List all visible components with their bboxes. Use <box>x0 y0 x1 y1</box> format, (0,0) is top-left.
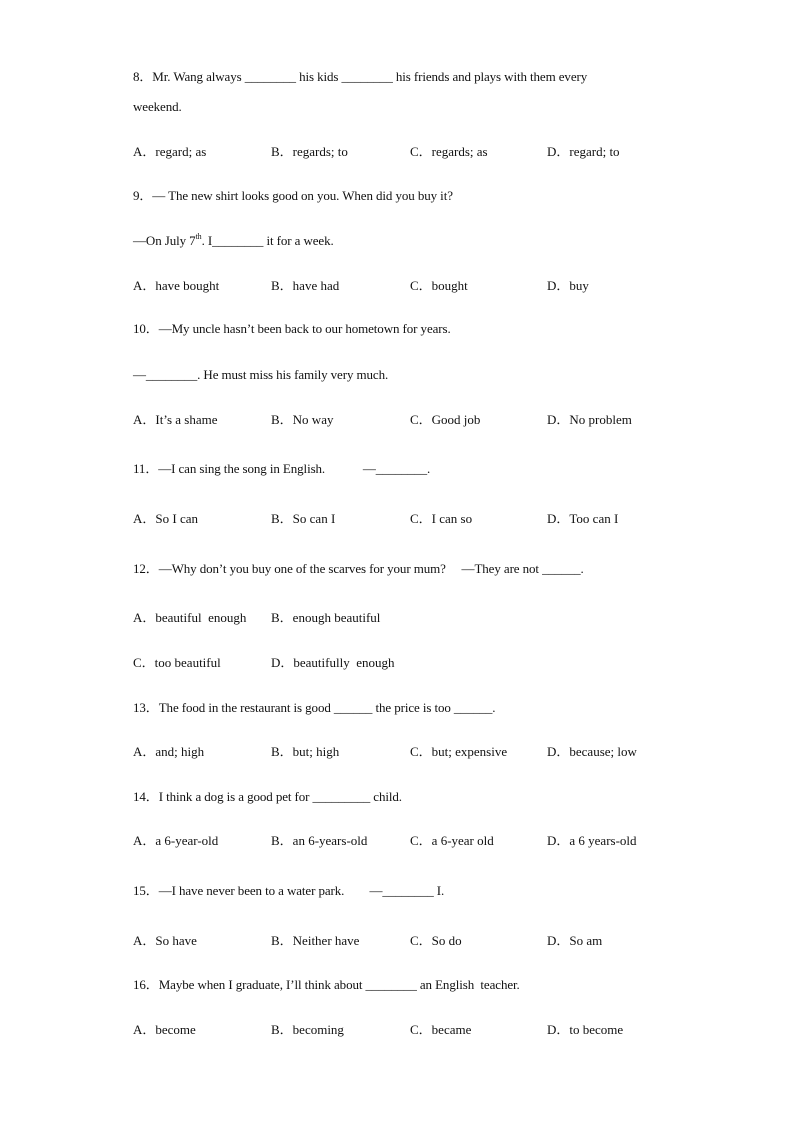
q16-option-c: C．became <box>410 1022 472 1037</box>
q12-option-d: D．beautifully enough <box>271 655 395 670</box>
q8-option-c: C．regards; as <box>410 144 488 159</box>
q13-option-a: A．and; high <box>133 744 205 759</box>
q8-option-a: A．regard; as <box>133 144 207 159</box>
question-11-stem: 11．—I can sing the song in English. —________. <box>133 461 431 476</box>
q11-option-a: A．So I can <box>133 511 198 526</box>
q14-option-c: C．a 6-year old <box>410 833 494 848</box>
q9-option-b: B．have had <box>271 278 340 293</box>
q15-option-b: B．Neither have <box>271 933 360 948</box>
question-10-reply: —________. He must miss his family very much. <box>133 367 389 382</box>
q10-option-a: A．It’s a shame <box>133 412 218 427</box>
q12-option-a: A．beautiful enough <box>133 610 247 625</box>
q11-option-c: C．I can so <box>410 511 473 526</box>
question-12-stem: 12．—Why don’t you buy one of the scarves for your mum? —They are not ______. <box>133 561 584 576</box>
q11-option-b: B．So can I <box>271 511 336 526</box>
q8-option-b: B．regards; to <box>271 144 348 159</box>
question-14-stem: 14．I think a dog is a good pet for _________ child. <box>133 789 402 804</box>
question-8-stem: 8．Mr. Wang always ________ his kids ________ his friends and plays with them every <box>133 69 588 84</box>
question-15-stem: 15．—I have never been to a water park. —________ I. <box>133 883 445 898</box>
question-10-stem: 10．—My uncle hasn’t been back to our hometown for years. <box>133 321 451 336</box>
question-13-stem: 13．The food in the restaurant is good ______ the price is too ______. <box>133 700 496 715</box>
q9-reply-sup: th <box>195 231 202 241</box>
q16-option-b: B．becoming <box>271 1022 344 1037</box>
q8-option-d: D．regard; to <box>547 144 620 159</box>
question-9-reply <box>133 233 334 249</box>
q15-option-c: C．So do <box>410 933 462 948</box>
q9-reply-part2: . I________ it for a week. <box>201 233 334 248</box>
q12-option-c: C．too beautiful <box>133 655 221 670</box>
q14-option-b: B．an 6-years-old <box>271 833 368 848</box>
q16-option-a: A．become <box>133 1022 196 1037</box>
question-9-stem: 9．— The new shirt looks good on you. When did you buy it? <box>133 188 453 203</box>
q10-option-c: C．Good job <box>410 412 481 427</box>
q13-option-d: D．because; low <box>547 744 637 759</box>
q11-option-d: D．Too can I <box>547 511 619 526</box>
q14-option-a: A．a 6-year-old <box>133 833 219 848</box>
q12-option-b: B．enough beautiful <box>271 610 381 625</box>
q15-option-d: D．So am <box>547 933 603 948</box>
q16-option-d: D．to become <box>547 1022 624 1037</box>
q14-option-d: D．a 6 years-old <box>547 833 637 848</box>
q9-reply-part1: —On July 7 <box>133 233 196 248</box>
q10-option-d: D．No problem <box>547 412 632 427</box>
question-16-stem: 16．Maybe when I graduate, I’ll think about ________ an English teacher. <box>133 977 520 992</box>
q9-option-c: C．bought <box>410 278 468 293</box>
q13-option-c: C．but; expensive <box>410 744 508 759</box>
q13-option-b: B．but; high <box>271 744 340 759</box>
q15-option-a: A．So have <box>133 933 197 948</box>
q9-option-a: A．have bought <box>133 278 220 293</box>
question-8-stem-cont: weekend. <box>133 99 182 114</box>
q9-option-d: D．buy <box>547 278 589 293</box>
q10-option-b: B．No way <box>271 412 334 427</box>
